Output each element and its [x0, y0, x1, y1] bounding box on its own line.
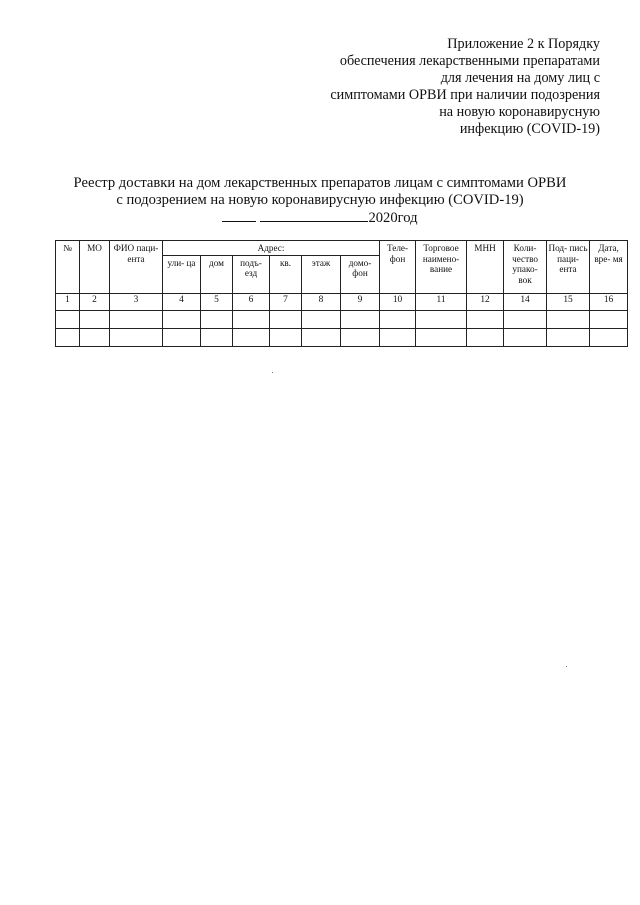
table-cell	[547, 310, 590, 328]
column-number: 7	[270, 293, 302, 310]
scan-speck	[566, 666, 567, 667]
column-number: 10	[380, 293, 416, 310]
column-number: 2	[80, 293, 110, 310]
col-header-phone: Теле- фон	[380, 241, 416, 294]
appendix-line: на новую коронавирусную	[439, 104, 600, 120]
table-cell	[302, 310, 341, 328]
table-cell	[270, 310, 302, 328]
table-cell	[504, 310, 547, 328]
column-number: 9	[341, 293, 380, 310]
table-cell	[56, 328, 80, 346]
col-header-street: ули- ца	[163, 255, 201, 293]
year-suffix: 2020год	[368, 210, 418, 226]
table-cell	[80, 310, 110, 328]
col-header-signature: Под- пись паци- ента	[547, 241, 590, 294]
table-cell	[416, 310, 467, 328]
column-number: 6	[233, 293, 270, 310]
date-blank-day	[222, 209, 256, 222]
table-cell	[110, 310, 163, 328]
table-cell	[163, 328, 201, 346]
col-header-house: дом	[201, 255, 233, 293]
table-cell	[590, 328, 628, 346]
appendix-line: симптомами ОРВИ при наличии подозрения	[330, 87, 600, 103]
column-number: 14	[504, 293, 547, 310]
table-cell	[341, 310, 380, 328]
table-cell	[201, 328, 233, 346]
table-cell	[56, 310, 80, 328]
column-number: 11	[416, 293, 467, 310]
col-header-entrance: подъ- езд	[233, 255, 270, 293]
col-header-mo: МО	[80, 241, 110, 294]
appendix-line: Приложение 2 к Порядку	[447, 36, 600, 52]
table-cell	[467, 328, 504, 346]
table-cell	[380, 310, 416, 328]
table-cell	[590, 310, 628, 328]
scan-speck	[272, 372, 273, 373]
document-title	[0, 175, 640, 227]
col-header-inn: МНН	[467, 241, 504, 294]
table-cell	[380, 328, 416, 346]
table-cell	[302, 328, 341, 346]
col-header-trade-name: Торговое наимено- вание	[416, 241, 467, 294]
col-header-datetime: Дата, вре- мя	[590, 241, 628, 294]
table-cell	[504, 328, 547, 346]
table-cell	[233, 310, 270, 328]
col-header-packages: Коли- чество упако- вок	[504, 241, 547, 294]
table-row	[56, 328, 628, 346]
table-cell	[110, 328, 163, 346]
table-cell	[547, 328, 590, 346]
title-line-2: с подозрением на новую коронавирусную инфекцию (COVID-19)	[116, 192, 524, 208]
col-header-intercom: домо- фон	[341, 255, 380, 293]
table-cell	[467, 310, 504, 328]
date-blank-month	[260, 209, 368, 222]
column-number-row	[56, 293, 628, 310]
table-cell	[233, 328, 270, 346]
appendix-line: инфекцию (COVID-19)	[459, 121, 600, 137]
appendix-header	[270, 36, 600, 138]
table-cell	[163, 310, 201, 328]
appendix-line: обеспечения лекарственными препаратами	[339, 53, 600, 69]
col-header-no: №	[56, 241, 80, 294]
title-line-1: Реестр доставки на дом лекарственных препаратов лицам с симптомами ОРВИ	[73, 175, 567, 191]
column-number: 1	[56, 293, 80, 310]
column-number: 3	[110, 293, 163, 310]
table-cell	[270, 328, 302, 346]
column-number: 5	[201, 293, 233, 310]
table-cell	[416, 328, 467, 346]
table-cell	[201, 310, 233, 328]
col-header-fio: ФИО паци- ента	[110, 241, 163, 294]
registry-table	[55, 240, 628, 347]
appendix-line: для лечения на дому лиц с	[440, 70, 600, 86]
column-number: 4	[163, 293, 201, 310]
col-header-floor: этаж	[302, 255, 341, 293]
col-header-apt: кв.	[270, 255, 302, 293]
table-row	[56, 310, 628, 328]
title-date-line	[0, 209, 640, 227]
table-cell	[80, 328, 110, 346]
column-number: 8	[302, 293, 341, 310]
col-header-address: Адрес:	[163, 241, 380, 256]
column-number: 12	[467, 293, 504, 310]
column-number: 16	[590, 293, 628, 310]
column-number: 15	[547, 293, 590, 310]
table-cell	[341, 328, 380, 346]
